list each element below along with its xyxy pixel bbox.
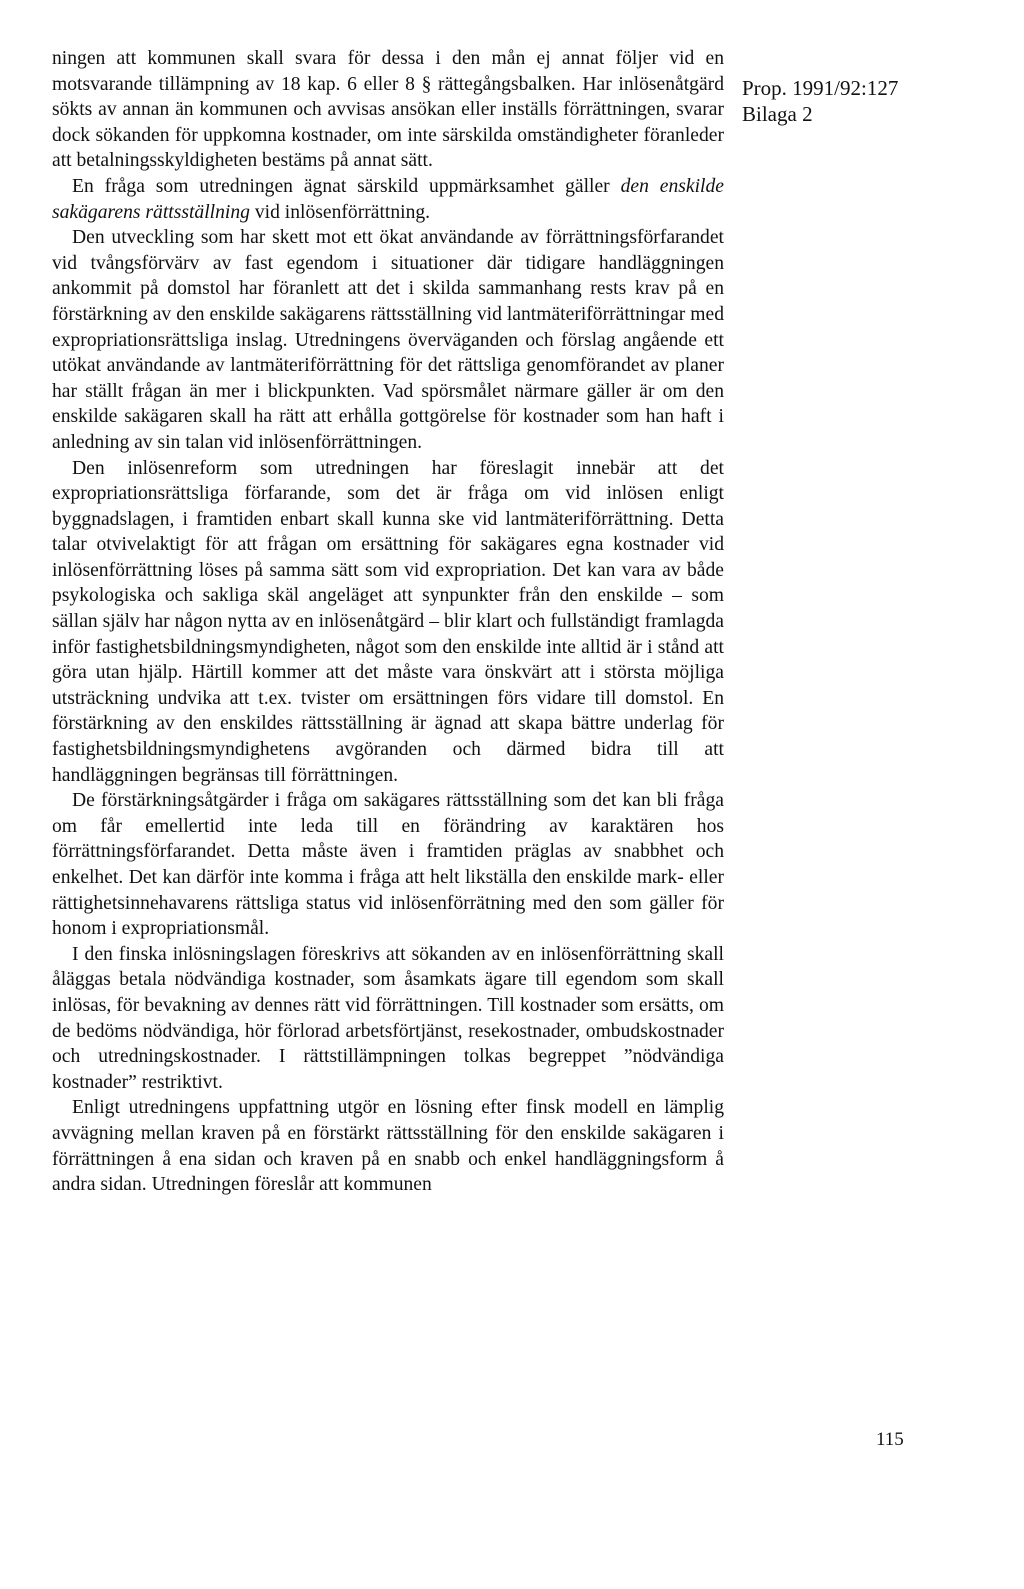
paragraph-2 [52,174,724,225]
paragraph-6: I den finska inlösningslagen föreskrivs att sökanden av en inlösenförrättning skall åläggas betala nödvändiga kostnader, som åsamkats ägare till egendom som skall inlösas, för bevakning av dennes rätt vid förrättningen. Till kostnader som ersätts, om de bedöms nödvändiga, hör förlorad arbetsförtjänst, resekostnader, ombudskostnader och utredningskostnader. I rättstillämpningen tolkas begreppet ”nödvändiga kostnader” restriktivt. [52,943,724,1093]
paragraph-2-emphasis: den enskilde sakägarens rättsställning [52,175,724,223]
paragraph-4: Den inlösenreform som utredningen har föreslagit innebär att det expropriationsrättsliga förfarande, som det är fråga om vid inlösen enligt byggnadslagen, i framtiden enbart skall kunna ske vid lantmäteriförrättning. Detta talar otvivelaktigt för att frågan om ersättning för sakägares egna kostnader vid inlösenförrättning löses på samma sätt som vid expropriation. Det kan vara av både psykologiska och sakliga skäl angeläget att synpunkter från den enskilde – som sällan själv har någon nytta av en inlösenåtgärd – blir klart och fullständigt framlagda inför fastighetsbildningsmyndigheten, något som den enskilde inte alltid är i stånd att göra utan hjälp. Härtill kommer att det måste vara önskvärt att i största möjliga utsträckning undvika att t.ex. tvister om ersättningen förs vidare till domstol. En förstärkning av den enskildes rättsställning är ägnad att skapa bättre underlag för fastighetsbildningsmyndighetens avgöranden och därmed bidra till att handläggningen begränsas till förrättningen. [52,457,724,786]
paragraph-1-continuation: ningen att kommunen skall svara för dessa i den mån ej annat följer vid en motsvarande tillämpning av 18 kap. 6 eller 8 § rättegångsbalken. Har inlösenåtgärd sökts av annan än kommunen och avvisas ansökan eller inställs förrättningen, svarar dock sökanden för uppkomna kostnader, om inte särskilda omständigheter föranleder att betalningsskyldigheten bestäms på annat sätt. [52,48,724,172]
paragraph-2-before: En fråga som utredningen ägnat särskild uppmärksamhet gäller [72,175,621,197]
proposition-number: Prop. 1991/92:127 [742,76,899,100]
appendix-label: Bilaga 2 [742,102,813,126]
main-text-column [52,46,724,1198]
margin-reference [742,75,898,127]
paragraph-2-after: vid inlösenförrättning. [249,201,431,223]
page-number: 115 [876,1429,904,1450]
paragraph-3: Den utveckling som har skett mot ett ökat användande av förrättningsförfarandet vid tvångsförvärv av fast egendom i situationer där tidigare handläggningen ankommit på domstol har föranlett att det i skilda sammanhang rests krav på en förstärkning av den enskilde sakägarens rättsställning vid lantmäteriförrättningar med expropriationsrättsliga inslag. Utredningens överväganden och förslag angående ett utökat användande av lantmäteriförrättning för det rättsliga genomförandet av planer har ställt frågan än mer i blickpunkten. Vad spörsmålet närmare gäller är om den enskilde sakägaren skall ha rätt att erhålla gottgörelse för kostnader som han haft i anledning av sin talan vid inlösenförrättningen. [52,227,724,453]
paragraph-7: Enligt utredningens uppfattning utgör en lösning efter finsk modell en lämplig avvägning mellan kraven på en förstärkt rättsställning för den enskilde sakägaren i förrättningen å ena sidan och kraven på en snabb och enkel handläggningsform å andra sidan. Utredningen föreslår att kommunen [52,1097,724,1196]
paragraph-5: De förstärkningsåtgärder i fråga om sakägares rättsställning som det kan bli fråga om får emellertid inte leda till en förändring av karaktären hos förrättningsförfarandet. Detta måste även i framtiden präglas av snabbhet och enkelhet. Det kan därför inte komma i fråga att helt likställa den enskilde mark- eller rättighetsinnehavarens rättsliga status vid inlösenförrätning med den som gäller för honom i expropriationsmål. [52,790,724,940]
